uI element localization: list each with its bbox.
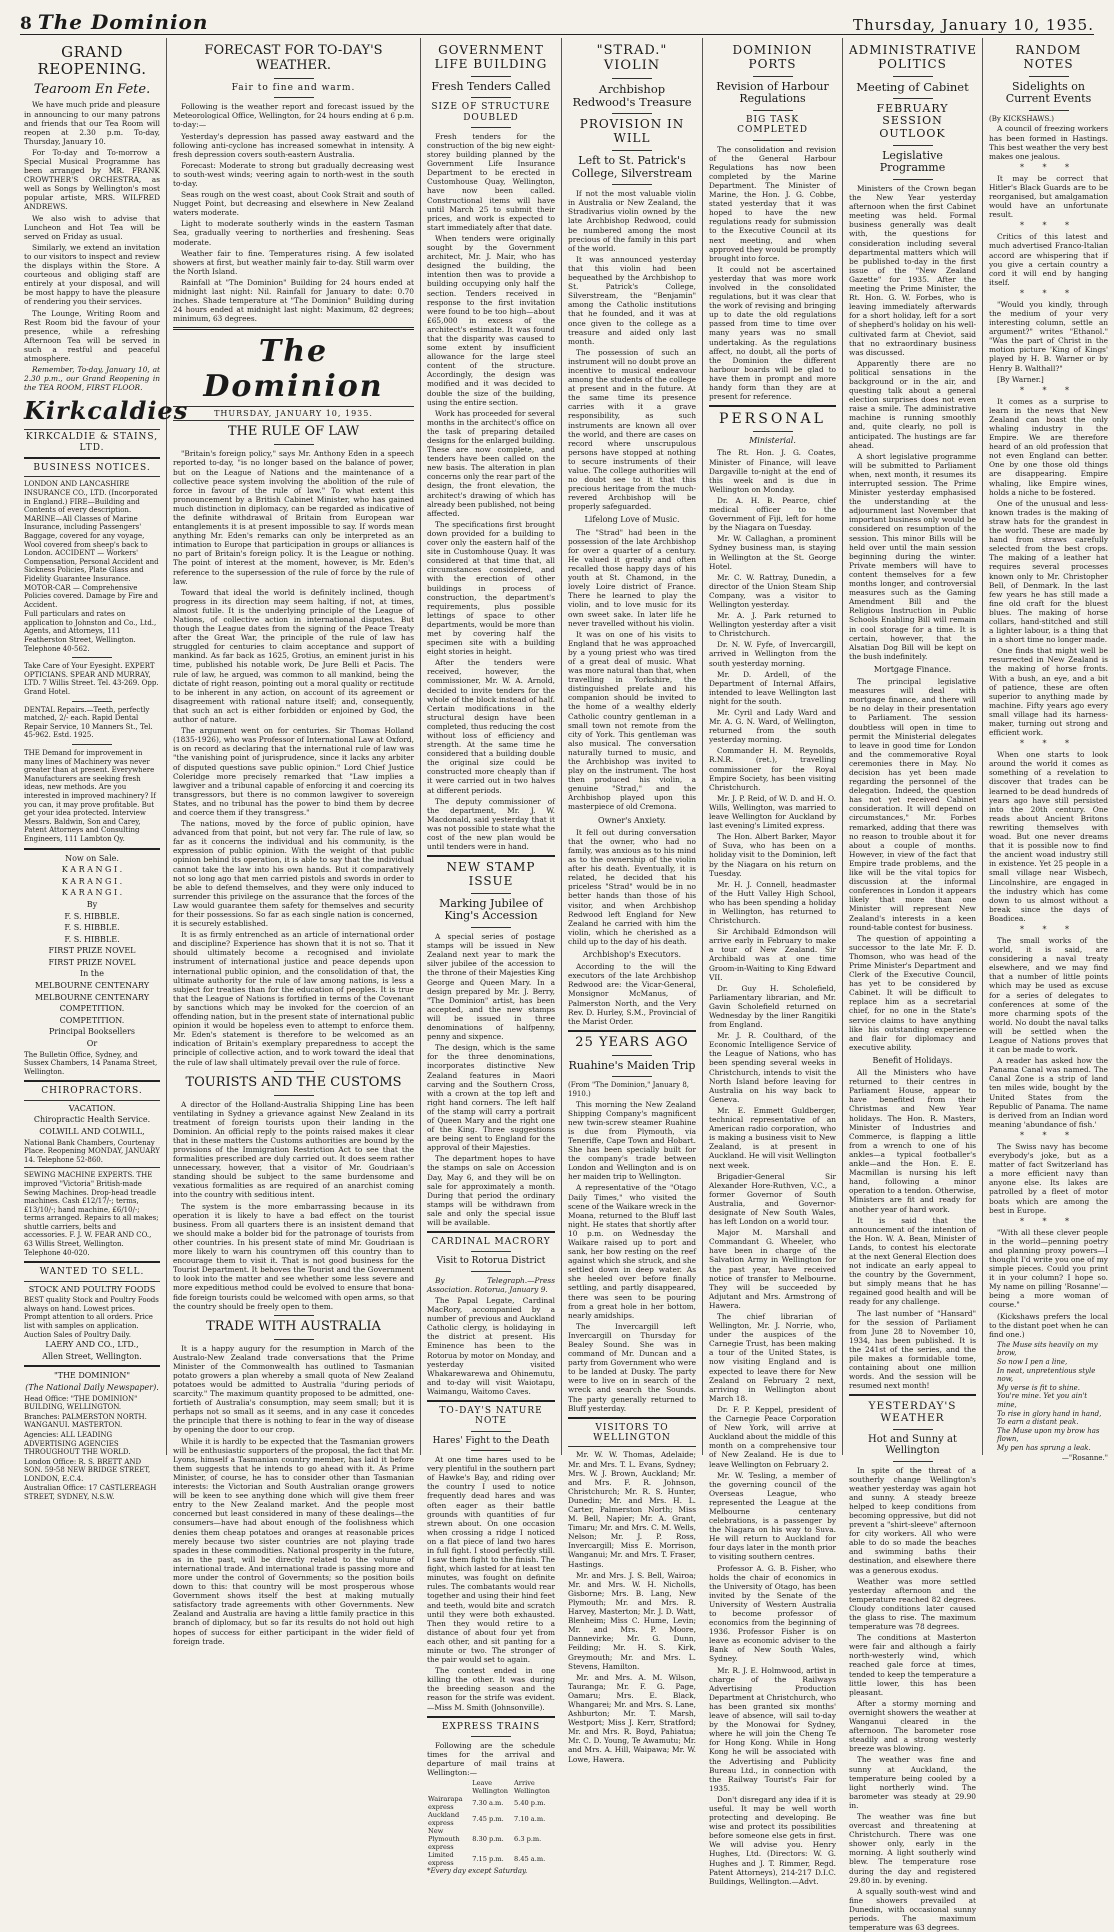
ports-subheading: Revision of Harbour Regulations [716,79,829,106]
article-text: If not the most valuable violin in Australia or New Zealand, the Stradivarius violin owned by the late Archbishop Redwood, could be numbered among the most precious of the family in this part of the world. [568,189,696,253]
notice-text: Allen Street, Wellington. [42,1351,142,1361]
notice-text: VACATION. [68,1103,116,1113]
notice-text: THE Demand for improvement in many lines of Machinery was never greater than at present. Everywhere Manufacturers are seeking fresh ideas, new methods. Are you interested in improved machinery? If you can, it may prove profitable. But get your idea protected. Interview Messrs. Baldwin, Son and Carey, Patent Attorneys and Consulting Engineers, 111 Lambton Qy. [24,749,156,843]
notice-text: The Bulletin Office, Sydney, and Sussex Chambers, 14 Panama Street, Wellington. [24,1050,158,1076]
article-text: According to the will the executors of the late Archbishop Redwood are: the Vicar-General, Monsignor McManus, of Palmerston North, and the Very Rev. D. Hurley, S.M., Provincial of the Marist Order. [568,962,696,1026]
note-text: It may be correct that Hitler's Black Guards are to be reorganised, but amalgamation would have an unfortunate result. [989,173,1108,220]
column-1 [18,40,189,1502]
ad-text: Similarly, we extend an invitation to our visitors to inspect and review the displays within the Store. A courteous and obliging staff are entirely at your disposal, and will be most happy to have the pleasure of rendering you their services. [24,242,160,307]
article-text: The question of appointing a successor to the late Mr. F. D. Thomson, who was head of the Prime Minister's Department and Clerk of the Executive Council, has yet to be considered by Cabinet. It will be difficult to replace him as a secretarial chief, for no one in the State's service claims to have anything like his outstanding experience and flair for diplomacy and executive ability. [849,933,976,1052]
violin-subheading: Archbishop Redwood's Treasure [572,81,692,110]
editorial-text: It is as firmly entrenched as an article of international order and discipline? Experience has shown that it is not so. That it should ultimately become a recognised and inviolate instrument of international justice and peace depends upon international public opinion, and the consolidation of that, the ultimate authority for the rule of law among nations, is less a subject for treaties than for the education of peoples. It is true that the League of Nations is fortified in terms of the Covenant by sanctions which may be invoked for the coercion of an offending nation, but in the present state of international public opinion it would be hopeless even to attempt to enforce them. Mr. Eden's statement is therefore to be welcomed as an indication of Britain's exemplary preparedness to accept the principle of collective action, and to work toward the ideal that the rule of law shall ultimately prevail over the rule of force. [173,930,414,1067]
article-text: The consolidation and revision of the General Harbour Regulations has now been completed by the Marine Department. The Minister of Marine, the Hon. J. G. Cobbe, stated yesterday that it was hoped to have the new regulations ready for submission to the Executive Council at its next meeting, and when approved they would be promptly brought into force. [709,144,836,263]
article-text: Mr. and Mrs. A. M. Wilson, Tauranga; Mr. F. G. Page, Oamaru; Mrs. E. Black, Whangarei; Mr. and Mrs. S. Lane, Ashburton; Mr. T. Marsh, Westport; Miss J. Kerr, Stratford; Mr. and Mrs. R. Boyd, Pahiatua; Mr. C. D. Young, Te Awamutu; Mr. and Mrs. A. Hill, Waipawa; Mr. W. Lowe, Hawera. [568,1672,696,1764]
personal-item: Mr. W. Tesling, a member of the governing council of the Overseas League, who represented the League at the Melbourne centenary celebrations, is a passenger by the Niagara on his way to Suva. He will return to Auckland for four days later in the month prior to visiting southern centres. [709,1470,836,1562]
separator-stars: * * * [1019,1216,1078,1226]
provision-subheading: Left to St. Patrick's College, Silverstream [571,153,693,180]
table-row [427,1851,555,1867]
column-7 [983,40,1114,1462]
personal-item: Mr. J. P. Reid, of W. D. and H. O. Wills, Wellington, was married to leave Wellington for Auckland by last evening's Limited express. [709,793,836,831]
note-text: A council of freezing workers has been formed in Hastings. This best weather the very best makes one jealous. [989,124,1108,161]
table-cell: 7.45 p.m. [472,1815,504,1824]
personal-item: Mr. J. R. Coulthard, of the Economic Intelligence Service of the League of Nations, who has been spending several weeks in Christchurch, intends to visit the North Island before leaving for Australia on his way back to Geneva. [709,1031,836,1104]
article-text: The design, which is the same for the three denominations, incorporates distinctive New Zealand features in Maori carving and the Southern Cross, with a crown at the top left and right hand corners. The left half of the stamp will carry a portrait of Queen Mary and the right one of the King. Three suggestions are being sent to England for the approval of their Majesties. [427,1043,555,1153]
article-text: Work has proceeded for several months in the architect's office on the task of preparing detailed designs for the enlarged building. These are now complete, and tenders have been called on the new basis. The alteration in plan concerns only the rear part of the design, the front elevation, the architect's drawing of which has already been published, not being affected. [427,408,555,518]
ad-text: We also wish to advise that Luncheon and Hot Tea will be served on Friday as usual. [24,213,160,241]
stamp-heading: NEW STAMP ISSUE [446,860,536,889]
note-text: Critics of this latest and much advertised Franco-Italian accord are whispering that if you give a certain country a cord it will end by hanging itself. [989,232,1108,287]
imprint-text: Agencies: ALL LEADING ADVERTISING AGENCIES THROUGHOUT THE WORLD. [24,1430,131,1457]
notice-text: FIRST PRIZE NOVEL [48,957,136,967]
table-cell: Wairarapa express [428,1795,463,1812]
express-heading: EXPRESS TRAINS [441,1721,541,1732]
editorial-banner: The Dominion [203,334,384,405]
table-cell: 7.10 a.m. [514,1815,546,1824]
karangi-title: K A R A N G I . [61,876,123,886]
separator-stars: * * * [1019,739,1078,749]
table-row [427,1811,555,1827]
article-text: It was announced yesterday that this violin had been bequeathed by the Archbishop to St. Patrick's College, Silverstream, the "Benjamin" among the Catholic institutions that he founded, and it was at once given to the college as a treasure and aided only last month. [568,254,696,346]
notice-text: Chiropractic Health Service. [33,1115,151,1125]
article-text: The deputy commissioner of the department, Mr. J. W. Macdonald, said yesterday that it was not possible to state what the cost of the new plan would be until tenders were in hand. [427,796,555,852]
notice-text: MELBOURNE CENTENARY [34,992,150,1002]
personal-item: Mr. W. Callaghan, a prominent Sydney business man, is staying in Wellington at the St. George Hotel. [709,534,836,571]
notice-text: SEWING MACHINE EXPERTS. THE improved "Victoria" British-made Sewing Machines. Drop-head treadle machines. Cash £12/17/-; terms, £13/10/-; hand machine, £6/10/-; terms arranged. Repairs to all makes; shuttle carriers, belts and accessories. F. J. W. FEAR AND CO., 63 Willis Street, Wellington. Telephone 40-020. [24,1171,159,1257]
years-ago-heading: 25 YEARS AGO [575,1034,689,1050]
notice-text: LONDON AND LANCASHIRE INSURANCE CO., LTD. (Incorporated in England.) FIRE—Building and Contents of every description. MARINE—All Classes of Marine Insurance, including Passengers' Baggage, covered for any voyage, Wool covered from sheep's back to London. ACCIDENT — Workers' Compensation, Personal Accident and Sickness Policies, Plate Glass and Fidelity Guarantee Insurance. MOTOR-CAR — Comprehensive Policies covered. Damage by Fire and Accident. [24,480,159,609]
wanted-heading: WANTED TO SELL. [39,1267,145,1278]
article-text: Apparently there are no political sensations in the background or in the air, and questing talk about a general election surprises does not even raise a smile. The administrative machine is running smoothly and, quite clearly, no poll is anticipated. The hustings are far ahead. [849,358,976,450]
article-text: The Invercargill left Invercargill on Thursday for Bealey Sound. She was in command of Mr. Duncan and a party from Government who were to be landed at Dusky. The party were to live on in search of the wreck and search the Sounds. The party generally returned to Bluff yesterday. [568,1321,696,1413]
programme-heading: Legislative Programme [879,148,946,175]
crosshead: Owner's Anxiety. [598,815,666,825]
random-notes-heading: RANDOM NOTES [1015,43,1082,71]
article-text: After the tenders were received, however, the commissioner, Mr. W. A. Arnold, decided to invite tenders for the whole of the block instead of half. Certain modifications in the structural design have been completed, thus reducing the cost without loss of efficiency and strength. At the same time he considered that a building double the original size could be constructed more cheaply than if it were carried out in two halves at different periods. [427,658,556,795]
rule-of-law-heading: THE RULE OF LAW [227,424,360,440]
author-name: F. S. HIBBLE. [64,923,120,933]
ad-text: We have much pride and pleasure in announcing to our many patrons and friends that our Tea Room will reopen at 2.30 p.m. To-day, Thursday, January 10. [24,100,160,146]
article-text: The conditions at Masterton were fair and although a fairly north-westerly wind, which reached gale force at times, tended to keep the temperature a little lower, this has been pleasant. [849,1633,976,1697]
imprint-text: Australian Office: 17 CASTLEREAGH STREET, SYDNEY, N.S.W. [24,1484,157,1502]
personal-item: Brigadier-General Sir Alexander Hore-Ruthven, V.C., a former Governor of South Australia, and Governor-designate of New South Wales, has left London on a world tour. [709,1171,836,1227]
notice-text: Or [86,1039,98,1049]
article-text: Fresh tenders for the construction of the big new eight-storey building planned by the Government Life Insurance Department to be erected in Customhouse Quay, Wellington, have now been called. Constructional items will have until March 25 to submit their prices, and work is expected to start immediately after that date. [427,131,555,232]
article-text: At one time hares used to be very plentiful in the southern part of Hawke's Bay, and riding over the country I used to notice frequently dead hares and was often eager as their battle grounds with quantities of fur strewn about. On one occasion when crossing a ridge I noticed on a flat piece of land two hares in full fight. I stood perfectly still. I saw them fight to the finish. The fight, which lasted for at least ten minutes, was fought on definite rules. The combatants would rear together and using their hind feet and teeth, would bite and scratch until they were both exhausted. Then they would retire to a distance of about four yet from each other, and sit panting for a minute or two. The stronger of the pair would set to again. [427,1455,555,1665]
article-text: All the Ministers who have returned to their centres in Parliament House, appear to have benefited from their Christmas and New Year holidays. The Hon. R. Masters, Minister of Industries and Commerce, is flapping a little from a wrench to one of his ankles—a typical footballer's ankle—and the Hon. E. E. Macmillan is nursing his left hand, following a minor operation to a tendon. Otherwise, Ministers are fit and ready for another year of hard work. [849,1068,976,1214]
tourists-heading: TOURISTS AND THE CUSTOMS [185,1074,402,1090]
admin-heading: ADMINISTRATIVE POLITICS [849,43,977,71]
column-4 [562,40,702,1764]
table-cell: New Plymouth express [428,1827,460,1852]
notice-text: LAERY AND CO., LTD., [45,1340,139,1350]
note-text: One of the unusual and less-known trades is the making of straw hats for the grandest in the world. These are made by hand from straws carefully selected from the best crops. The making of a leather hat requires several processes known only to Mr. Christopher Bell, of Denmark. In the last few years he has still made a fine old craft for the bluest blues. The making of horse collars, hand-stitched and still a lighter labour, is a thing that in a short time no longer made. [989,498,1108,645]
table-row [427,1827,555,1851]
forecast-text: Light to moderate southerly winds in the eastern Tasman Sea, gradually veering to northerlies and freshening. Seas moderate. [173,219,414,247]
notice-text: MELBOURNE CENTENARY [34,981,150,991]
column-5 [703,40,842,1886]
crosshead: Ministerial. [749,436,796,446]
personal-item: Professor A. G. B. Fisher, who holds the chair of economics in the University of Otago, has been invited by the Senate of the University of Western Australia to become professor of economics from the beginning of 1936. Professor Fisher is on leave as economic adviser to the Bank of New South Wales, Sydney. [709,1563,836,1664]
article-text: When tenders were originally sought by the Government architect, Mr. J. Mair, who has designed the building, the intention then was to provide a building occupying only half the section. Tenders received in response to the first invitation were found to be too high—about £65,000 in excess of the architect's estimate. It was found that the disparity was caused to some extent by insufficient allowance for the large steel content of the structure. Accordingly, the design was modified and it was decided to double the size of the building, using the entire section. [427,233,555,407]
kirkcaldies-logo: Kirkcaldies [24,396,189,426]
forecast-subheading: Fair to fine and warm. [231,82,356,93]
notice-text: Full particulars and rates on application to Johnston and Co., Ltd., Agents, and Attorneys, 111 Featherston Street, Wellington. Telephone 40-562. [24,610,157,653]
article-text: This morning the New Zealand Shipping Company's magnificent new twin-screw steamer Ruahine is due from Plymouth, via Teneriffe, Cape Town and Hobart. She has been specially built for the company's trade between London and Wellington and is on her maiden trip to Wellington. [568,1099,696,1182]
article-text: Weather was more settled yesterday afternoon and the temperature reached 82 degrees. Cloudy conditions later caused the glass to rise. The maximum temperature was 78 degrees. [849,1576,976,1632]
forecast-heading: FORECAST FOR TO-DAY'S WEATHER. [204,43,383,73]
personal-item: Mr. C. W. Rattray, Dunedin, a director of the Union Steam Ship Company, was a visitor to Wellington yesterday. [709,572,836,609]
article-text: Following are the schedule times for the arrival and departure of mail trains at Wellington:— [427,1741,555,1778]
provision-heading: PROVISION IN WILL [579,117,685,146]
editorial-text: Toward that ideal the world is definitely inclined, though progress in its direction may seem halting, if not, at times, almost futile. It is the underlying principle of the League of Nations, of collective action in international disputes. But though the League dates from the signing of the Peace Treaty after the Great War, the principle of the rule of law has struggled for centuries to claim acceptance and support of mankind. As far back as 1625, Grotius, an eminent jurist in his time, published his notable work, De Jure Belli et Pacis. The rule of law, he argued, was common to all mankind, being the dictate of right reason, pointing out a moral quality or rectitude to be inherent in any action, on account of its agreement or disagreement with rational nature itself; and, consequently, that such an act is either forbidden or enjoined by God, the author of nature. [173,587,414,725]
table-cell: 8.45 a.m. [514,1855,546,1864]
personal-item: Don't disregard any idea if it is useful. It may be well worth protecting and developing. Be wise and protect its possibilities before someone else gets in first. We will advise you. Henry Hughes, Ltd. (Directors: W. G. Hughes and J. T. Rimmer, Regd. Patent Attorneys), 214-217 D.I.C. Buildings, Wellington.—Advt. [709,1794,836,1886]
table-cell: 5.40 p.m. [514,1799,546,1808]
note-text: "With all these clever people in the world—penning poetry and planning proxy powers—I thought I'd write you one of my simple pieces. Could you print it in your column? I hope so. My name on pilling 'Rosanne'—being a more woman of course." [989,1227,1108,1310]
table-cell: 7.15 p.m. [472,1855,504,1864]
forecast-text: Yesterday's depression has passed away eastward and the following anti-cyclone has increased somewhat in intensity. A fresh depression covers south-eastern Australia. [173,131,414,159]
imprint-text: Head Office: "THE DOMINION" BUILDING, WELLINGTON. [24,1394,138,1412]
note-text: When one starts to look around the world it comes as something of a revelation to discover that trades can be learned to be dead hundreds of years ago have still persisted into the 20th century. One reads about Ancient Britons rewriting themselves with woad. But one never dreams that it is possible now to find the ancient woad industry still in existence. Yet 25 people in a small village near Wisbech, Lincolnshire, are engaged in the industry which has come down to us almost without a break since the days of Boadicea. [989,750,1108,923]
forecast-text: Seas rough on the west coast, about Cook Strait and south of Nugget Point, but decreasing and elsewhere in New Zealand waters moderate. [173,190,414,218]
notice-text: In the [80,969,104,979]
article-text: It fell out during conversation that the owner, who had no family, was anxious as to his mind as to the ownership of the violin after his death. Eventually, it is related, he decided that his priceless "Strad" would be in no better hands than those of his visitor, and when Archbishop Redwood left England for New Zealand he carried with him the violin, which he cherished as a child up to the day of his death. [568,827,696,946]
separator-stars: * * * [1019,288,1078,298]
column-2 [167,40,420,1646]
nature-heading: TO-DAY'S NATURE NOTE [439,1406,543,1427]
forecast-text: Weather fair to fine. Temperatures rising. A few isolated showers at first, but weather mainly fair to-day. Still warm over the North Island. [173,248,414,276]
weather-heading: YESTERDAY'S WEATHER [868,1400,957,1425]
admin-subheading: Meeting of Cabinet [856,79,969,94]
reopening-heading: GRAND REOPENING. [37,43,147,79]
nature-subheading: Hares' Fight to the Death [432,1435,550,1446]
notice-text: By [86,899,98,909]
author-name: F. S. HIBBLE. [64,934,120,944]
personal-item: Dr. Guy H. Scholefield, Parliamentary librarian, and Mr. Gavin Scholefield returned on Wednesday by the liner Rangitiki from England. [709,983,836,1030]
cardinal-subheading: Visit to Rotorua District [436,1256,546,1267]
article-text: The possession of such an instrument will no doubt prove an incentive to musical endeavour among the students of the college at present and in the future. At the same time its presence carries with it a grave responsibility, as such instruments are known all over the world, and there are cases on record where unscrupulous persons have stopped at nothing to secure instruments of their value. The college authorities will no doubt see to it that this precious heritage from the much-revered Archbishop will be properly safeguarded. [568,347,696,512]
personal-item: Commander H. M. Reynolds, R.N.R. (ret.), travelling commissioner for the Royal Empire Society, has been visiting Christchurch. [709,746,836,792]
notice-text: National Bank Chambers, Courtenay Place. Reopening MONDAY, JANUARY 14. Telephone 52-860. [24,1138,160,1164]
note-text: [By Warner.] [997,374,1044,384]
article-text: In spite of the threat of a southerly change Wellington's weather yesterday was again hot and sunny. A steady breeze helped to keep conditions from becoming oppressive, but did not prevent a "shirt-sleeve" afternoon for city workers. All who were able to do so made the beaches and swimming baths their destination, and elsewhere there was a generous exodus. [849,1465,976,1575]
editorial-text: While it is hardly to be expected that the Tasmanian growers will be enthusiastic supporters of the proposal, the fact that Mr. Lyons, himself a Tasmanian country member, has laid it before them suggests that he intends to go ahead with it. As Prime Minister, of course, he has to consider other than Tasmanian interests: the Victorian and South Australian orange growers will be keen to see anything done which will give them freer entry to the New Zealand market. And the people most concerned but least considered in many of these dealings—the consumers—have had about enough of the foolishness which denies them cheap potatoes and oranges at reasonable prices merely because two sister countries are not playing trade spades in these commodities. National prosperity in the future, as in the past, will be directly related to the volume of international trade. And international trade is passing more and more under the control of Governments; so the position boils down to this: that country will be most prosperous whose Government shows itself the best at making mutually satisfactory trade agreements with other Governments. New Zealand and Australia are having a little family practice in this branch of diplomacy, but so far its results do not hold out high hopes of success for either participant in the wider field of foreign trade. [173,1436,414,1646]
notice-text: Now on Sale. [65,853,119,863]
article-text: (From "The Dominion," January 8, 1910.) [568,1081,689,1098]
ad-text: For To-day and To-morrow a Special Musical Programme has been arranged by MR. FRANK CROWTHER'S ORCHESTRA, as well as Songs by Wellington's most popular artiste, MRS. WILFRED ANDREWS. [24,147,160,212]
article-text: A short legislative programme will be submitted to Parliament when, next month, it resumes its interrupted session. The Prime Minister yesterday emphasised the understanding at the adjournment last November that important business only would be considered on resumption of the session. This minor Bills will be held over until the main session beginning during the winter. Private members will have to content themselves for a few months longer, and controversial measures such as the Gaming Amendment Bill and the Religious Instruction in Public Schools Enabling Bill will remain in cool storage for a time. It is certain, however, that the Alsatian Dog Bill will be kept on the bush indefinitely. [849,451,976,661]
ad-text: The Lounge, Writing Room and Rest Room bid the favour of your presence, while a refreshing Afternoon Tea will be served in such a restful and peaceful atmosphere. [24,308,160,363]
note-text: "Would you kindly, through the medium of your very interesting column, settle an argument?" writes "Ethanol." "Was the part of Christ in the motion picture 'King of Kings' played by H. B. Warner or by Henry B. Walthall?" [989,299,1108,373]
article-text: The weather was fine but overcast and threatening at Christchurch. There was one shower only, early in the morning. A light southerly wind blew. The temperature rose during the day and registered 29.80 in. by evening. [849,1811,976,1885]
table-cell: Arrive Wellington [514,1779,550,1796]
personal-item: Sir Archibald Edmondson will arrive early in February to make a tour of New Zealand. Sir Archibald was at one time Groom-in-Waiting to King Edward VII. [709,927,836,982]
page-number: 8 [20,14,32,34]
notice-text: COMPETITION. [59,1004,125,1014]
personal-item: Mr. E. Emmett Guldberger, technical representative of an American radio corporation, who is making a business visit to New Zealand, is at present in Auckland. He will visit Wellington next week. [709,1105,836,1170]
cardinal-heading: CARDINAL MACRORY [431,1237,551,1248]
business-notices-heading: BUSINESS NOTICES. [33,463,151,474]
column-3 [421,40,561,1876]
note-text: (Kickshaws prefers the local to the distant poet when he can find one.) [989,1311,1108,1339]
notice-text: STOCK AND POULTRY FOODS [28,1284,156,1294]
personal-item: Dr. A. H. B. Pearce, chief medical officer to the Government of Fiji, left for home by the Niagara on Tuesday. [709,495,836,533]
personal-item: Mr. R. J. E. Holmwood, artist in charge of the Railways Advertising Production Department at Christchurch, who has been granted six months' leave of absence, will sail to-day by the Monowai for Sydney, where he will join the Cheng Te for Hong Kong. While in Hong Kong he will be associated with the Advertising and Publicity Bureau Ltd., in connection with the Railway Tourist's Fair for 1935. [709,1665,836,1793]
article-text: After a stormy morning and overnight showers the weather at Wanganui cleared in the afternoon. The barometer rose steadily and a strong westerly breeze was blowing. [849,1698,976,1754]
personal-item: Dr. F. P. Keppel, president of the Carnegie Peace Corporation of New York, will arrive at Auckland about the middle of this month on a comprehensive tour of New Zealand. He is due to leave Wellington on February 2. [709,1404,836,1469]
table-cell: Limited express [428,1851,454,1868]
separator-stars: * * * [1019,1130,1078,1140]
table-cell: 6.3 p.m. [514,1835,542,1844]
table-cell: 7.30 a.m. [472,1799,504,1808]
table-row [427,1779,555,1795]
article-text: The "Strad" had been in the possession of the late Archbishop for over a quarter of a century. He valued it greatly and often recalled those happy days of his youth at St. Chamond, in the lovely Loire district of France. There he learned to play the violin, and to love music for its own sweet sake. In later life he never travelled without his violin. [568,527,696,628]
table-cell: Leave Wellington [472,1779,509,1796]
personal-item: Mr. H. J. Connell, headmaster of the Hutt Valley High School, who has been spending a holiday in Wellington, has returned to Christchurch. [709,879,836,926]
personal-item: The Rt. Hon. J. G. Coates, Minister of Finance, will leave Dargaville to-night at the end of this week and is due in Wellington on Monday. [709,448,836,494]
personal-item: Mr. Cyril and Lady Ward and Mr. A. G. N. Ward, of Wellington, returned from the south yesterday morning. [709,708,836,745]
violin-heading: "STRAD." VIOLIN [596,43,668,73]
article-text: The specifications first brought down provided for a building to cover only the eastern half of the site in Customhouse Quay. It was considered at that time that, all circumstances considered, and with the erection of other buildings in process of construction, the department's requirements, plus possible lettings of space to other departments, would be more than met by covering half the specimen site with a building eight stories in height. [427,519,555,657]
article-text: It could not be ascertained yesterday that was more work involved in the consolidated regulations, but it was clear that the work of revising and bringing up to date the old regulations passed from time to time over many years was no small undertaking. As the regulations affect, no doubt, all the ports of the Dominion the different harbour boards will be glad to have them in prompt and more handy form than they are at present for reference. [709,264,836,402]
imprint-text: Branches: PALMERSTON NORTH. WANGANUI. MASTERTON. [24,1412,147,1430]
crosshead: Benefit of Holidays. [872,1055,953,1065]
ports-subheading: BIG TASK COMPLETED [737,114,808,136]
personal-item: The chief librarian of Wellington, Mr. J. Norrie, who, under the auspices of the Carnegie Trust, has been making a tour of the United States, is now visiting England and is expected to leave there for New Zealand on February 2 next, arriving in Wellington about March 18. [709,1312,836,1403]
note-text: One finds that might well be resurrected in New Zealand is the making of horse fronts. With a bush, an eye, and a bit of patience, these are often superior to anything made by machine. Fifty years ago every small village had its harness-maker, turning out strong and efficient work. [989,646,1108,738]
personal-item: Mr. A. J. Park returned to Wellington yesterday after a visit to Christchurch. [709,611,836,639]
table-row [427,1795,555,1811]
editorial-date: THURSDAY, JANUARY 10, 1935. [173,406,414,421]
editorial-text: "Britain's foreign policy," says Mr. Anthony Eden in a speech reported to-day, "is no longer based on the balance of power, but on the League of Nations and the maintenance of a collective peace system involving the abolition of the rule of force in favour of the rule of law." To what extent this pronouncement by a British Cabinet Minister, who has gained much distinction in diplomacy, can be regarded as indicative of the definite withdrawal of Britain from European war entanglements it is at present impossible to say. If words mean anything Mr. Eden's remarks can only be interpreted as an intimation to Europe that participation in groups or alliances is no part of Britain's foreign policy. It is the League or nothing. The point of interest at the moment, however, is Mr. Eden's reference to the supersession of the rule of force by the rule of law. [173,449,414,586]
table-cell [427,1779,471,1795]
stamp-subheading: Marking Jubilee of King's Accession [439,896,543,923]
editorial-text: A director of the Holland-Australia Shipping Line has been ventilating in Sydney a grievance against New Zealand in its treatment of foreign tourists upon their landing in the Dominion. An official reply to the points raised makes it clear that in these matters the Customs authorities are bound by the provisions of the Immigration Restriction Act to see that the formalities prescribed are duly carried out. It does seem rather unnecessary, however, that a visitor of Mr. Goudriaan's standing should be subject to the same burdensome and vexatious formalities as are required of an anarchist coming into the country with seditious intent. [173,1099,414,1200]
editorial-text: The argument went on for centuries. Sir Thomas Holland (1835-1926), who was Professor of International Law at Oxford, is on record as declaring that the international rule of law was "the vanishing point of jurisprudence, since it lacks any arbiter of disputed questions save public opinion." Lord Chief Justice Coleridge more precisely remarked that "Law implies a lawgiver and a tribunal capable of enforcing it and coercing its transgressors, but there is no common lawgiver to sovereign States, and no tribunal has the power to bind them by decree and coerce them if they transgress." [173,726,414,817]
article-text: Mr. and Mrs. J. S. Bell, Wairoa; Mr. and Mrs. W. H. Nicholls, Gisborne; Mrs. B. Lang, New Plymouth; Mr. and Mrs. R. Harvey, Masterton; Mr. J. D. Watt, Blenheim; Miss C. Hume, Levin; Mr. and Mrs. P. Moore, Dannevirke; Mr. G. Dunn, Feilding; Mr. H. S. Kirk, Greymouth; Mr. and Mrs. L. Stevens, Hamilton. [568,1570,696,1671]
article-text: By Telegraph.—Press Association. Rotorua, January 9. [427,1275,555,1294]
note-text: A reader has asked how the Panama Canal was named. The Canal Zone is a strip of land ten miles wide, bought by the United States from the Republic of Panama. The name is derived from an Indian word meaning 'abundance of fish.' [989,1056,1108,1129]
crosshead: Lifelong Love of Music. [584,515,680,525]
reopening-subheading: Tearoom En Fete. [33,81,151,97]
article-text: Ministers of the Crown began the New Year yesterday afternoon when the first Cabinet meeting was held. Formal business generally was dealt with, the questions for consideration including several departmental matters which will be published to-day in the first issue of the "New Zealand Gazette" for 1935. After the meeting the Prime Minister, the Rt. Hon. G. W. Forbes, who is leaving immediately afterwards for a short holiday, left for a sort of shepherd's holiday on his well-cultivated farm at Cheviot, said that no extraordinary business was discussed. [849,184,976,357]
editorial-text: It is a happy augury for the resumption in March of the Australo-New Zealand trade conversations that the Prime Minister of the Commonwealth has outlined to Tasmanian potato growers a plan whereby a small quota of New Zealand potatoes would be admitted to Australia "during periods of scarcity." The maximum quantity proposed to be admitted, one-fortieth of Australia's consumption, may seem small; but it is perhaps not so small as it seems, and in any case it concedes the principle that there is nothing to fear in the way of disease by opening the door to our crop. [173,1343,414,1435]
article-text: *Every day except Saturday. [427,1867,528,1876]
forecast-text: Forecast: Moderate to strong but gradually decreasing west to south-west winds; veering again to north-west in the south to-day. [173,160,414,188]
article-text: It is said that the announcement of the intention of the Hon. W. A. Bean, Minister of Lands, to contest his electorate at the next General Election does not indicate an early appeal to the country by the Government, but simply means that he has regained good health and will be ready for any challenge. [849,1215,976,1307]
article-text: It was on one of his visits to England that he was approached by a young priest who was tired of a great deal of music. What was more natural than that, when travelling in Yorkshire, the distinguished prelate and his companion should be invited to the home of a wealthy elderly Catholic country gentleman in a small town not remote from the city of York. This gentleman was also musical. The conversation naturally turned to music, and the Archbishop was invited to play on the instrument. The host then produced his violin, a genuine "Strad," and the Archbishop played upon this masterpiece of old Cremona. [568,629,696,812]
imprint-text: London Office: R. S. BRETT AND SON. 59-58 NEW BRIDGE STREET, LONDON, E.C.4. [24,1457,151,1483]
paper-name: The Dominion [37,10,209,34]
session-heading: FEBRUARY SESSION OUTLOOK [876,101,949,141]
notice-text: Take Care of Your Eyesight. EXPERT OPTICIANS. SPEAR AND MURRAY, LTD. 7 Willis Street. Tel. 43-269. Opp. Grand Hotel. [24,662,159,697]
column-6 [843,40,982,1932]
author-name: F. S. HIBBLE. [64,911,120,921]
separator-stars: * * * [1019,385,1078,395]
notice-text: DENTAL Repairs.—Teeth, perfectly matched, 2/- each. Rapid Dental Repair Service, 10 Manners St., Tel. 45-962. Estd. 1925. [24,705,153,740]
byline: (By KICKSHAWS.) [989,114,1055,123]
random-notes-subheading: Sidelights on Current Events [1005,79,1092,106]
poem-signature: —"Rosanne." [1061,1453,1108,1462]
visitors-heading: VISITORS TO WELLINGTON [593,1422,671,1444]
editorial-text: The system is the more embarrassing because in its operation it is likely to have a bad effect on the tourist business. From all quarters there is an insistent demand that we should make a bolder bid for the patronage of tourists from other countries. In his present state of mind Mr. Goudriaan is more likely to warn his countrymen off this country than to encourage them to visit it. That is not good business for the Tourist Department. It behoves the Tourist and the Government to look into the matter and see whether some less severe and more expeditious method could be evolved to ensure that bona-fide foreign tourists could be welcomed with open arms, so that the country should be freely open to them. [173,1201,414,1311]
crosshead: Mortgage Finance. [873,664,952,674]
notice-text: FIRST PRIZE NOVEL [48,946,136,956]
forecast-text: Following is the weather report and forecast issued by the Meteorological Office, Wellington, for 24 hours ending at 6 p.m. to-day:— [173,102,414,130]
notice-text: COLWILL AND COLWILL, [39,1126,145,1136]
article-text: The last number of "Hansard" for the session of Parliament from June 28 to November 10, 1934, has been published. It is the 241st of the series, and the pile makes a formidable tome, containing about one million words. And the session will be resumed next month! [849,1308,976,1391]
article-text: The contest ended in one killing the other. It was during the breeding season and the reason for the strife was evident. —Miss M. Smith (Johnsonville). [427,1666,555,1712]
personal-item: Mr. D. Ardell, of the Department of Internal Affairs, intended to leave Wellington last night for the south. [709,669,836,706]
table-cell: 8.30 p.m. [472,1835,504,1844]
firm-name: KIRKCALDIE & STAINS, LTD. [24,429,160,453]
dominion-imprint: "THE DOMINION" [53,1371,131,1381]
govt-life-subheading: Fresh Tenders Called [431,79,551,93]
poem: The Muse sits heavily on my brow, So now I pen a line, In neat, unpretentious style now, My verse is fit to shine. You're mine. Yet you ain't mine, To rise in glory hand in hand, To earn a distant peak. The Muse upon my brow has flown, My pen has sprung a leak. [997,1340,1102,1452]
article-text: The department hopes to have the stamps on sale on Accession Day, May 6, and they will be on sale for approximately a month. During that period the ordinary stamps will be withdrawn from sale and only the special issue will be available. [427,1154,555,1228]
govt-life-heading: GOVERNMENT LIFE BUILDING [434,43,548,71]
karangi-title: K A R A N G I . [61,865,123,875]
editorial-text: The nations, moved by the force of public opinion, have advanced from that point, but not very far. The rule of law, so far as it concerns the individual and his community, is the expression of public opinion. With the weight of that public opinion behind its operation, it is able to say that the individual cannot take the law into his own hands. But it comparatively not so long ago that men carried pistols and swords in order to be able to defend themselves, and they were only induced to surrender this privilege on the assurance that the forces of the Law would guarantee them safety for themselves and security for their possessions. So far as each single nation is concerned, it is securely established. [173,819,414,929]
ports-heading: DOMINION PORTS [732,43,813,71]
note-text: The Swiss navy has become everybody's joke, but as a matter of fact Switzerland has a more efficient navy than anyone else. Its lakes are patrolled by a fleet of motor boats which are among the best in Europe. [989,1141,1108,1215]
notice-text: COMPETITION. [59,1015,125,1025]
karangi-title: K A R A N G I . [61,888,123,898]
separator-stars: * * * [1019,221,1078,231]
article-text: The Papal Legate, Cardinal MacRory, accompanied by a number of previous and Auckland Catholic clergy, is holidaying in the district at present. His Eminence has been to the Rotorua by motor on Monday, and yesterday visited Whakarewarewa and Ohinemutu, and to-day will visit Waiotapu, Waimangu, Waitomo Caves. [427,1295,555,1396]
chiropractors-heading: CHIROPRACTORS. [41,1086,143,1097]
table-cell: Auckland express [428,1811,460,1828]
years-ago-subheading: Ruahine's Maiden Trip [568,1058,696,1072]
personal-item: The Hon. Albert Barker, Mayor of Suva, who has been on a holiday visit to the Dominion, left by the Niagara on his return on Tuesday. [709,832,836,878]
separator-stars: * * * [1019,924,1078,934]
notice-text: Principal Booksellers [49,1027,135,1037]
weather-subheading: Hot and Sunny at Wellington [868,1433,957,1457]
personal-item: Major M. Marshall and Commandant G. Wheeler, who have been in charge of the Salvation Army in Wellington for the past year, have received notice of transfer to Melbourne. They will be succeeded by Adjutant and Mrs. Armstrong of Hawera. [709,1228,836,1310]
ad-text: Remember, To-day, January 10, at 2.30 p.m., our Grand Reopening in the TEA ROOM, FIRST FLOOR. [24,365,160,393]
page-masthead [20,6,1094,35]
govt-life-subheading: SIZE OF STRUCTURE DOUBLED [431,102,551,123]
notice-text: BEST quality Stock and Poultry Foods always on hand. Lowest prices. Prompt attention to all orders. Price list with samples on application. Auction Sales of Poultry Daily. [24,1296,159,1339]
dominion-imprint: (The National Daily Newspaper). [25,1382,159,1392]
train-table [427,1779,555,1867]
article-text: A special series of postage stamps will be issued in New Zealand next year to mark the silver jubilee of the accession to the throne of their Majesties King George and Queen Mary. In a design prepared by Mr. J. Berry, "The Dominion" artist, has been accepted, and the new stamps will be issued in three denominations of halfpenny, penny and sixpence. [427,932,555,1042]
crosshead: Archbishop's Executors. [582,949,682,959]
note-text: It comes as a surprise to learn in the news that New Zealand can boast the only whaling industry in the Empire. We are therefore heard of an old profession that not even England can better. One by one those old things are disappearing. Empire whaling, like Empire wines, holds a niche to be fostered. [989,396,1108,497]
personal-heading: PERSONAL [719,411,826,428]
article-text: Mr. W. W. Thomas, Adelaide; Mr. and Mrs. T. L. Evans, Sydney; Mrs. W. J. Brown, Auckland; Mr. and Mrs. F. R. Johnson, Christchurch; Mr. R. S. Hunter, Dunedin; Mr. and Mrs. H. L. Carter, Palmerston North; Miss M. Bell, Napier; Mr. A. Grant, Timaru; Mr. and Mrs. C. M. Wells, Nelson; Mr. J. P. Ross, Invercargill; Miss E. Morrison, Wanganui; Mr. and Mrs. T. Fraser, Hastings. [568,1450,696,1569]
note-text: The small works of the world, it is said, are considering a naval treaty elsewhere, and we may find that a number of little points which may be used as excuse for a series of delegates to conferences at some of the more charming spots of the world. No doubt the naval talks will be settled when the League of Nations proves that it can be made to work. [989,935,1108,1055]
separator-stars: * * * [1019,162,1078,172]
article-text: The weather was fine and sunny at Auckland, the temperature being cooled by a light northerly wind. The barometer was steady at 29.90 in. [849,1755,976,1810]
personal-item: Dr. N. W. Fyfe, of Invercargill, arrived in Wellington from the south yesterday morning. [709,640,836,668]
page-date: Thursday, January 10, 1935. [853,16,1094,34]
article-text: The principal legislative measures will deal with mortgage finance, and there will be no delay in their presentation to Parliament. The session doubtless will open in time to permit the Ministerial delegates to leave in good time for London and the commemorative Royal ceremonies there in May. No decision has yet been made regarding the personnel of the delegation. Indeed, the question has not yet received Cabinet consideration. It will depend on circumstances," Mr. Forbes remarked, adding that there was no reason to trouble about it for about a couple of months. However, in view of the fact that Empire trade problems, and the like will be the vital topics for discussion at the informal conferences in London it appears likely that more than one Minister will represent New Zealand's interests in a keen round-table contest for business. [849,677,976,932]
forecast-text: Rainfall at "The Dominion" Building for 24 hours ended at midnight last night: Nil. Rainfall for January to date: 0.70 inches. Shade temperature at "The Dominion" Building during 24 hours ended at midnight last night: Maximum, 82 degrees; minimum, 63 degrees. [173,277,414,324]
trade-heading: TRADE WITH AUSTRALIA [206,1318,381,1334]
article-text: A representative of the "Otago Daily Times," who visited the scene of the Waikare wreck in the Moana, returned to the Bluff last night. He states that shortly after 10 p.m. on Wednesday the Waikare raised up to port and sank, her bow resting on the reef against which she struck, and she settled down in deep water. As she heeled over before finally settling, and partly disappeared, there was seen to be pouring from a great hole in her bottom, nearly amidships. [568,1183,696,1320]
article-text: A squally south-west wind and fine showers prevailed at Dunedin, with occasional sunny periods. The maximum temperature was 63 degrees. [849,1886,976,1932]
